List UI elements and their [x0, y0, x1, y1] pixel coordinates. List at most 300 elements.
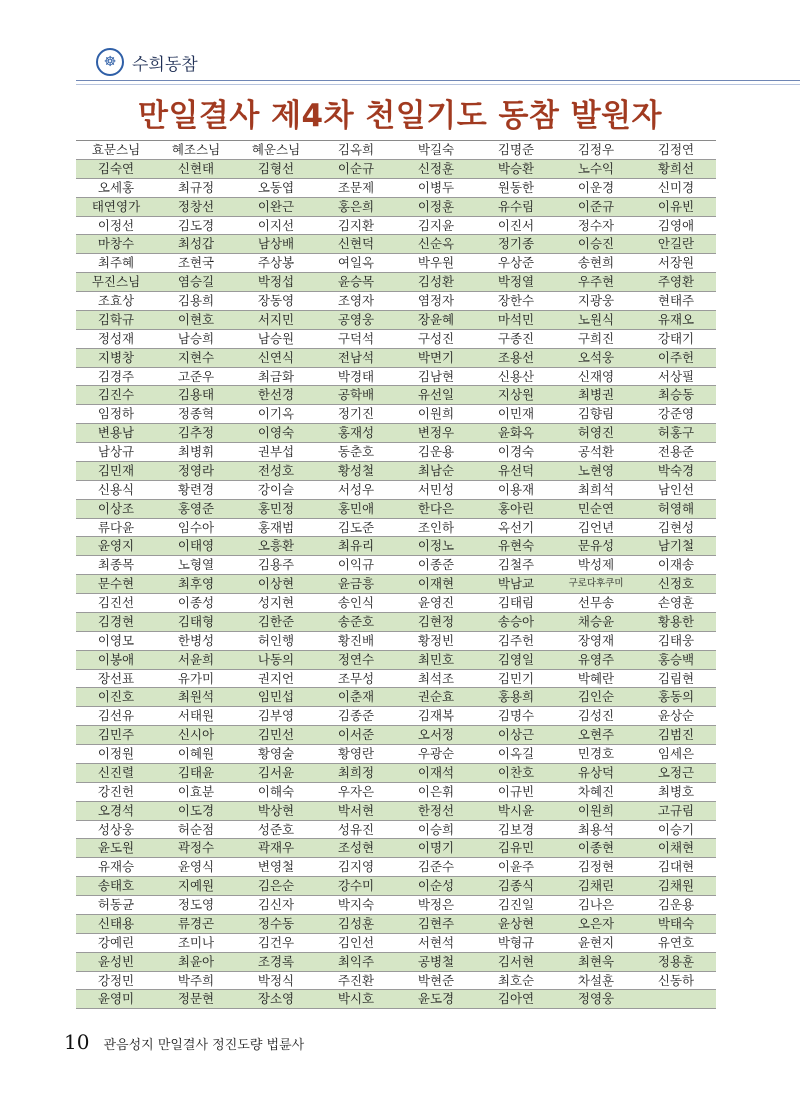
name-cell: 김인선	[337, 934, 375, 950]
name-cell: 황희선	[657, 160, 695, 176]
name-cell: 이도경	[177, 802, 215, 818]
name-cell: 이승기	[657, 821, 695, 837]
page-header	[96, 48, 198, 76]
name-cell: 홍은희	[337, 198, 375, 214]
name-cell: 옥선기	[497, 519, 535, 535]
name-cell: 차혜진	[577, 783, 615, 799]
name-cell: 황용한	[657, 613, 695, 629]
name-cell: 홍승백	[657, 651, 695, 667]
table-row	[76, 613, 716, 632]
name-cell: 김아연	[497, 991, 535, 1007]
name-cell: 황영술	[257, 746, 295, 761]
name-cell: 이해숙	[257, 783, 295, 799]
name-cell: 최승동	[657, 387, 695, 403]
table-row	[76, 764, 716, 783]
name-cell: 이종성	[177, 595, 215, 610]
name-cell: 정수자	[577, 217, 615, 233]
table-row	[76, 349, 716, 368]
name-cell: 성준호	[257, 821, 295, 837]
name-cell: 최익주	[337, 953, 375, 969]
name-cell: 정도영	[177, 897, 215, 912]
name-cell: 공병철	[417, 953, 455, 969]
name-cell: 정창선	[177, 198, 215, 214]
name-cell: 김지영	[337, 859, 375, 875]
name-cell: 서태원	[177, 708, 215, 724]
name-cell: 김진수	[97, 387, 135, 403]
name-cell: 마창수	[97, 236, 135, 252]
name-cell: 이순성	[417, 878, 455, 894]
name-cell: 이경숙	[497, 444, 535, 459]
name-cell: 윤화옥	[497, 425, 535, 441]
table-row	[76, 972, 716, 991]
name-cell: 김형선	[257, 160, 295, 176]
header-divider	[76, 80, 800, 81]
name-cell: 최민호	[417, 651, 455, 667]
name-cell: 유수림	[497, 198, 535, 214]
name-cell: 송준호	[337, 613, 375, 629]
name-cell: 이진호	[97, 689, 135, 705]
name-cell: 홍재성	[337, 425, 375, 441]
name-cell: 최호순	[497, 972, 535, 988]
name-cell: 허홍구	[657, 425, 695, 441]
name-cell: 오흥환	[257, 538, 295, 554]
name-cell: 허영해	[657, 500, 695, 516]
name-cell: 신연식	[257, 349, 295, 365]
name-cell: 채승윤	[577, 613, 615, 629]
table-row	[76, 519, 716, 538]
name-cell: 지병창	[97, 349, 135, 365]
name-cell: 구종진	[497, 330, 535, 346]
name-cell: 윤도경	[417, 991, 455, 1007]
name-cell: 오석웅	[577, 349, 615, 365]
name-cell: 이현호	[177, 311, 215, 327]
name-cell: 지예원	[177, 878, 215, 894]
name-cell: 이유빈	[657, 198, 695, 214]
name-cell: 안길란	[657, 236, 695, 252]
name-cell: 효문스님	[91, 142, 141, 157]
name-cell: 주영환	[657, 274, 695, 290]
name-cell: 최희정	[337, 764, 375, 780]
name-cell: 김성환	[417, 274, 455, 290]
name-cell: 임세은	[657, 746, 695, 761]
name-cell: 조무성	[337, 670, 375, 686]
name-cell: 이정선	[97, 217, 135, 233]
name-cell: 이혜원	[177, 746, 215, 761]
name-cell: 최성갑	[177, 236, 215, 252]
name-cell: 조현국	[177, 255, 215, 271]
name-cell: 김성진	[577, 708, 615, 724]
name-cell: 김지윤	[417, 217, 455, 233]
name-cell: 조효상	[97, 293, 135, 308]
name-cell: 오정근	[657, 764, 695, 780]
name-cell: 박서현	[337, 802, 375, 818]
name-cell: 이종준	[417, 557, 455, 573]
name-cell: 전성호	[257, 462, 295, 478]
name-cell: 유가미	[177, 670, 215, 686]
name-cell: 신정호	[657, 576, 695, 592]
table-row	[76, 198, 716, 217]
name-cell: 김도경	[177, 217, 215, 233]
name-cell: 조성현	[337, 840, 375, 856]
name-cell: 황진배	[337, 632, 375, 648]
name-cell: 권순효	[417, 689, 455, 705]
name-cell: 유영주	[577, 651, 615, 667]
name-cell: 김부영	[257, 708, 295, 724]
name-cell: 성지현	[257, 595, 295, 610]
name-cell: 김태웅	[657, 632, 695, 648]
name-cell: 박정은	[417, 897, 455, 912]
table-row	[76, 273, 716, 292]
name-cell: 김성훈	[337, 915, 375, 931]
table-row	[76, 537, 716, 556]
name-cell: 이원희	[577, 802, 615, 818]
name-cell: 윤현지	[577, 934, 615, 950]
name-cell: 김정현	[577, 859, 615, 875]
name-cell: 김도준	[337, 519, 375, 535]
name-cell: 김보경	[497, 821, 535, 837]
name-cell: 신진렬	[97, 764, 135, 780]
name-cell: 이봉애	[97, 651, 135, 667]
name-cell: 강준영	[657, 406, 695, 422]
name-cell: 혜운스님	[251, 142, 301, 157]
name-cell: 홍재범	[257, 519, 295, 535]
table-row	[76, 858, 716, 877]
name-cell: 윤영진	[417, 595, 455, 610]
name-cell: 구로다후쿠미	[568, 578, 624, 590]
name-cell: 고준우	[177, 368, 215, 384]
name-cell: 오경석	[97, 802, 135, 818]
name-cell: 선무송	[577, 595, 615, 610]
section-label: 수희동참	[132, 54, 198, 75]
name-cell: 민경호	[577, 746, 615, 761]
table-row	[76, 707, 716, 726]
name-cell: 정성재	[97, 330, 135, 346]
name-cell: 김범진	[657, 727, 695, 743]
name-cell: 이준규	[577, 198, 615, 214]
name-cell: 변영철	[257, 859, 295, 875]
name-cell: 주진환	[337, 972, 375, 988]
name-cell: 전용준	[657, 444, 695, 459]
name-cell: 김태림	[497, 595, 535, 610]
name-cell: 전남석	[337, 349, 375, 365]
table-row	[76, 670, 716, 689]
name-cell: 노현영	[577, 462, 615, 478]
name-cell: 염승길	[177, 274, 215, 290]
name-cell: 성상웅	[97, 821, 135, 837]
name-cell: 오은자	[577, 915, 615, 931]
name-cell: 이채현	[657, 840, 695, 856]
name-cell: 이재석	[417, 764, 455, 780]
name-cell: 권부섭	[257, 444, 295, 459]
name-cell: 박상현	[257, 802, 295, 818]
name-cell: 신용식	[97, 481, 135, 497]
name-cell: 최규정	[177, 179, 215, 195]
name-cell: 오서정	[417, 727, 455, 743]
name-cell: 박면기	[417, 349, 455, 365]
name-cell: 신정훈	[417, 160, 455, 176]
page-number: 10	[64, 1030, 90, 1054]
name-cell: 김용주	[257, 557, 295, 573]
table-row	[76, 783, 716, 802]
name-cell: 강수미	[337, 878, 375, 894]
table-row	[76, 896, 716, 915]
name-cell: 한다은	[417, 500, 455, 516]
name-cell: 윤금흥	[337, 576, 375, 592]
name-cell: 신미경	[657, 179, 695, 195]
name-cell: 한정선	[417, 802, 455, 818]
name-cell: 윤영식	[177, 859, 215, 875]
name-cell: 남상배	[257, 236, 295, 252]
name-cell: 김대현	[657, 859, 695, 875]
name-cell: 김서윤	[257, 764, 295, 780]
name-cell: 박정식	[257, 972, 295, 988]
name-cell: 김인순	[577, 689, 615, 705]
name-cell: 이찬호	[497, 764, 535, 780]
name-cell: 염정자	[417, 293, 455, 308]
table-row	[76, 311, 716, 330]
name-cell: 김운용	[417, 444, 455, 459]
name-cell	[636, 990, 716, 1008]
name-cell: 김철주	[497, 557, 535, 573]
name-cell: 김옥희	[337, 142, 375, 157]
name-cell: 지광웅	[577, 293, 615, 308]
name-cell: 김용희	[177, 293, 215, 308]
name-cell: 정종혁	[177, 406, 215, 422]
name-cell: 우주현	[577, 274, 615, 290]
name-cell: 윤성빈	[97, 953, 135, 969]
name-cell: 이옥길	[497, 746, 535, 761]
name-cell: 정연수	[337, 651, 375, 667]
name-cell: 혜조스님	[171, 142, 221, 157]
table-row	[76, 405, 716, 424]
name-cell: 김유민	[497, 840, 535, 856]
name-cell: 이서준	[337, 727, 375, 743]
name-cell: 김선유	[97, 708, 135, 724]
name-cell: 최종목	[97, 557, 135, 573]
name-cell: 박지숙	[337, 897, 375, 912]
name-cell: 최남순	[417, 462, 455, 478]
name-cell: 최윤아	[177, 953, 215, 969]
name-cell: 김민선	[257, 727, 295, 743]
name-cell: 김명준	[497, 142, 535, 157]
name-cell: 박정섭	[257, 274, 295, 290]
name-cell: 이용재	[497, 481, 535, 497]
name-cell: 이순규	[337, 160, 375, 176]
name-cell: 이운경	[577, 179, 615, 195]
table-row	[76, 915, 716, 934]
name-cell: 김채린	[577, 878, 615, 894]
table-row	[76, 990, 716, 1009]
name-cell: 김현주	[417, 915, 455, 931]
name-cell: 이종현	[577, 840, 615, 856]
name-cell: 이영모	[97, 632, 135, 648]
table-row	[76, 141, 716, 160]
name-cell: 조영자	[337, 293, 375, 308]
name-cell: 김정우	[577, 142, 615, 157]
name-cell: 김민주	[97, 727, 135, 743]
name-cell: 조용선	[497, 349, 535, 365]
name-cell: 최유리	[337, 538, 375, 554]
name-cell: 유상덕	[577, 764, 615, 780]
name-cell: 정기진	[337, 406, 375, 422]
name-cell: 마석민	[497, 311, 535, 327]
name-cell: 이정노	[417, 538, 455, 554]
name-cell: 무진스님	[91, 274, 141, 290]
name-cell: 이효분	[177, 783, 215, 799]
table-row	[76, 481, 716, 500]
name-cell: 김한준	[257, 613, 295, 629]
name-cell: 강예린	[97, 934, 135, 950]
name-cell: 류경곤	[177, 915, 215, 931]
name-cell: 김신자	[257, 897, 295, 912]
name-cell: 김언년	[577, 519, 615, 535]
name-cell: 박시윤	[497, 802, 535, 818]
page-footer	[64, 1030, 304, 1054]
table-row	[76, 179, 716, 198]
name-cell: 구덕석	[337, 330, 375, 346]
name-cell: 신순옥	[417, 236, 455, 252]
name-cell: 구희진	[577, 330, 615, 346]
table-row	[76, 443, 716, 462]
name-cell: 김림현	[657, 670, 695, 686]
name-cell: 이주헌	[657, 349, 695, 365]
name-cell: 최병권	[577, 387, 615, 403]
participant-name-table	[76, 140, 716, 1009]
name-cell: 조경록	[257, 953, 295, 969]
name-cell: 김서현	[497, 953, 535, 969]
name-cell: 서윤희	[177, 651, 215, 667]
name-cell: 김지환	[337, 217, 375, 233]
name-cell: 박현준	[417, 972, 455, 988]
name-cell: 신현덕	[337, 236, 375, 252]
name-cell: 박길숙	[417, 142, 455, 157]
name-cell: 황정빈	[417, 632, 455, 648]
name-cell: 태연영가	[91, 198, 141, 214]
name-cell: 남승희	[177, 330, 215, 346]
name-cell: 우광순	[417, 746, 455, 761]
name-cell: 문수현	[97, 576, 135, 592]
name-cell: 유선일	[417, 387, 455, 403]
name-cell: 문유성	[577, 538, 615, 554]
table-row	[76, 254, 716, 273]
name-cell: 장소영	[257, 991, 295, 1007]
name-cell: 현태주	[657, 293, 695, 308]
name-cell: 윤영미	[97, 991, 135, 1007]
name-cell: 김정연	[657, 142, 695, 157]
name-cell: 곽정수	[177, 840, 215, 856]
table-row	[76, 726, 716, 745]
name-cell: 김민기	[497, 670, 535, 686]
name-cell: 유연호	[657, 934, 695, 950]
name-cell: 남기철	[657, 538, 695, 554]
name-cell: 강진헌	[97, 783, 135, 799]
name-cell: 이지선	[257, 217, 295, 233]
name-cell: 민순연	[577, 500, 615, 516]
table-row	[76, 745, 716, 764]
dharma-wheel-logo-icon: ☸	[96, 48, 124, 76]
name-cell: 서장원	[657, 255, 695, 271]
name-cell: 홍용희	[497, 689, 535, 705]
name-cell: 황영란	[337, 746, 375, 761]
name-cell: 정문현	[177, 991, 215, 1007]
name-cell: 정용훈	[657, 953, 695, 969]
name-cell: 김경현	[97, 613, 135, 629]
footer-text: 관음성지 만일결사 정진도량 법륜사	[103, 1038, 305, 1053]
name-cell: 허영진	[577, 425, 615, 441]
name-cell: 허동균	[97, 897, 135, 912]
name-cell: 김종식	[497, 878, 535, 894]
name-cell: 장윤혜	[417, 311, 455, 327]
name-cell: 신태용	[97, 915, 135, 931]
name-cell: 이민재	[497, 406, 535, 422]
name-cell: 송인식	[337, 595, 375, 610]
name-cell: 신현태	[177, 160, 215, 176]
name-cell: 이명기	[417, 840, 455, 856]
name-cell: 박숙경	[657, 462, 695, 478]
name-cell: 윤승목	[337, 274, 375, 290]
name-cell: 신용산	[497, 368, 535, 384]
table-row	[76, 556, 716, 575]
name-cell: 김명수	[497, 708, 535, 724]
name-cell: 이윤주	[497, 859, 535, 875]
table-row	[76, 424, 716, 443]
name-cell: 정영웅	[577, 991, 615, 1007]
name-cell: 이완근	[257, 198, 295, 214]
name-cell: 김숙연	[97, 160, 135, 176]
name-cell: 장선표	[97, 670, 135, 686]
name-cell: 박태숙	[657, 915, 695, 931]
name-cell: 서지민	[257, 311, 295, 327]
name-cell: 김남현	[417, 368, 455, 384]
name-cell: 김주헌	[497, 632, 535, 648]
name-cell: 이춘재	[337, 689, 375, 705]
table-row	[76, 462, 716, 481]
name-cell: 김추정	[177, 425, 215, 441]
table-row	[76, 651, 716, 670]
name-cell: 정수동	[257, 915, 295, 931]
name-cell: 최금화	[257, 368, 295, 384]
name-cell: 여일옥	[337, 255, 375, 271]
name-cell: 임수아	[177, 519, 215, 535]
name-cell: 홍민정	[257, 500, 295, 516]
name-cell: 이규빈	[497, 783, 535, 799]
name-cell: 박우원	[417, 255, 455, 271]
name-cell: 동춘호	[337, 444, 375, 459]
name-cell: 김영일	[497, 651, 535, 667]
name-cell: 서민성	[417, 481, 455, 497]
name-cell: 황련경	[177, 481, 215, 497]
name-cell: 유선덕	[497, 462, 535, 478]
name-cell: 최용석	[577, 821, 615, 837]
name-cell: 이상조	[97, 500, 135, 516]
name-cell: 김종준	[337, 708, 375, 724]
name-cell: 송태호	[97, 878, 135, 894]
name-cell: 나동의	[257, 651, 295, 667]
name-cell: 김향림	[577, 406, 615, 422]
name-cell: 허순점	[177, 821, 215, 837]
name-cell: 강이슬	[257, 481, 295, 497]
name-cell: 곽재우	[257, 840, 295, 856]
name-cell: 지상원	[497, 387, 535, 403]
name-cell: 이재현	[417, 576, 455, 592]
name-cell: 우자은	[337, 783, 375, 799]
name-cell: 최석조	[417, 670, 455, 686]
name-cell: 홍영준	[177, 500, 215, 516]
name-cell: 노형열	[177, 557, 215, 573]
table-row	[76, 368, 716, 387]
name-cell: 박남교	[497, 576, 535, 592]
table-row	[76, 934, 716, 953]
